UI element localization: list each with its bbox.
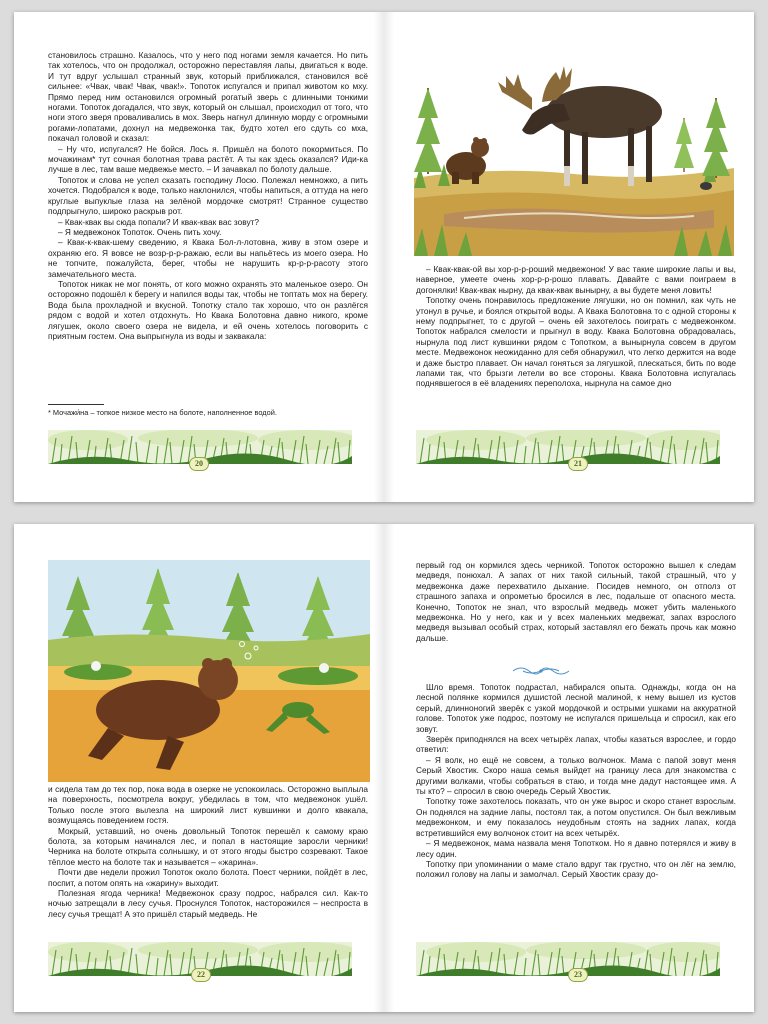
page-23-text-top <box>416 560 736 643</box>
paragraph: становилось страшно. Казалось, что у него под ногами земля качается. Но пить так хотелось, что он продолжал, осторожно переставляя лапы, двигаться к воде. И тут вдруг услышал странный звук, который приближался, становился всё сильнее: «Чвак, чвак! Чвак, чвак!». Топоток испугался и припал животом ко мху. Прямо перед ним остановился огромный рогатый зверь с длинными тонкими ногами. Топоток догадался, что звук, который он слышал, происходил от того, что ноги этого зверя проваливались в мох. Зверь нагнул длинную морду с огромными рогами-лопатами, дохнул на медвежонка так, будто хотел его сдуть со мха, покачал головой и сказал: <box>48 50 368 144</box>
paragraph: Топотку тоже захотелось показать, что он уже вырос и скоро станет взрослым. Он поднялся на задние лапы, постоял так, а потом опустился. Он был вежливым медвежонком, и ему показалось неудобным стоять на задних лапах, когда встретившийся ему волчонок стоит на всех четырёх. <box>416 796 736 838</box>
grass-border-illustration <box>416 430 720 464</box>
paragraph: Топотку очень понравилось предложение лягушки, но он помнил, как чуть не утонул в ручье, и боялся открытой воды. А Квака Болотовна то с одной стороны к нему подпрыгнет, то с другой – очень ей захотелось поиграть с медвежонком. Топоток набрался смелости и прыгнул в воду. Квака Болотовна обрадовалась, нырнула под лист кувшинки рядом с Топотком, а вынырнула совсем в другом месте. Медвежонок неожиданно для себя обнаружил, что легко держится на воде и даже быстро плавает. Он начал гоняться за лягушкой, плескаться, бить по воде лапами так, что брызги летели во все стороны. Квака Болотовна испугалась поднявшегося в её владениях переполоха, нырнула на самое дно <box>416 295 736 389</box>
page-23 <box>384 524 754 1012</box>
footnote: * Мочажи́на – топкое низкое место на болоте, наполненное водой. <box>48 408 277 417</box>
paragraph: – Квак-к-квак-шему сведению, я Квака Бол-л-лотовна, живу в этом озере и охраняю его. Я вовсе не возр-р-р-ражаю, если вы напьётесь из моего озера. Но не топчите, пожалуйста, берег, чтобы не нарушить кр-р-р-расоту этого замечательного места. <box>48 237 368 279</box>
page-22-text <box>48 784 368 919</box>
footnote-divider <box>48 404 104 405</box>
paragraph: Почти две недели прожил Топоток около болота. Поест черники, пойдёт в лес, поспит, а потом опять на «жарину» выходит. <box>48 867 368 888</box>
page-number: 22 <box>191 968 211 982</box>
page-20 <box>14 12 384 502</box>
paragraph: – Я медвежонок Топоток. Очень пить хочу. <box>58 226 222 237</box>
paragraph: Шло время. Топоток подрастал, набирался опыта. Однажды, когда он на лесной полянке кормился душистой лесной малиной, к нему вышел из кустов серый, длинноногий зверёк с узкой мордочкой и острыми ушками на аккуратной голове. Топоток уже подрос, поэтому не испугался пришельца и спросил, как его зовут. <box>416 682 736 734</box>
paragraph: – Я медвежонок, мама назвала меня Топотком. Но я давно потерялся и живу в лесу один. <box>416 838 736 859</box>
page-22 <box>14 524 384 1012</box>
paragraph: первый год он кормился здесь черникой. Топоток осторожно вышел к следам медведя, понюхал. А запах от них такой сильный, такой страшный, что у медвежонка даже перехватило дыхание. Посидев немного, он отполз от страшного запаха и опрометью бросился в лес, подальше от опасного места. Конечно, Топоток не знал, что взрослый медведь может убить маленького медвежонка. Но у него, как и у всех маленьких медвежат, запах взрослого медведя вызывал особый страх, который заставлял его бежать прочь как можно дальше. <box>416 560 736 643</box>
paragraph: и сидела там до тех пор, пока вода в озерке не успокоилась. Осторожно выплыла на поверхность, посмотрела вокруг, убедилась в том, что медвежонок ушёл. Только после этого вылезла на широкий лист кувшинки и долго квакала, возмущаясь поведением гостя. <box>48 784 368 826</box>
ornament-divider <box>511 664 571 676</box>
spread-pages-20-21 <box>14 12 754 502</box>
spread-pages-22-23 <box>14 524 754 1012</box>
paragraph: Топотку при упоминании о маме стало вдруг так грустно, что он лёг на землю, положил голову на лапы и замолчал. Серый Хвостик сразу до- <box>416 858 736 880</box>
page-number: 20 <box>189 457 209 471</box>
page-number: 23 <box>568 968 588 982</box>
page-21 <box>384 12 754 502</box>
page-20-text <box>48 50 368 341</box>
page-number: 21 <box>568 457 588 471</box>
paragraph: Мокрый, уставший, но очень довольный Топоток перешёл к самому краю болота, за которым начинался лес, и попал в настоящие заросли черники! Черника на болоте открыта солнышку, и от этого ягоды быстро созревают. Такое тёплое место на болоте так и называется – «жарина». <box>48 825 368 867</box>
paragraph: – Квак-квак вы сюда попали? И квак-квак вас зовут? <box>58 216 260 227</box>
moose-and-bear-cub-illustration <box>414 48 734 256</box>
page-21-text <box>416 264 736 389</box>
paragraph: Полезная ягода черника! Медвежонок сразу подрос, набрался сил. Как-то ночью затрещали в лесу сучья. Проснулся Топоток, насторожился – неспроста в лесу сучья трещат! А это пришёл старый медведь. Не <box>48 888 368 919</box>
paragraph: Топоток и слова не успел сказать господину Лосю. Полежал немножко, а пить хочется. Подобрался к воде, только наклонился, чтобы напиться, а оттуда на него круглые выпуклые глаза на зелёной мордочке смотрят! Странное существо подпрыгнуло, широко раскрыв рот. <box>48 174 368 217</box>
page-23-text-bottom <box>416 682 736 880</box>
paragraph: – Ну что, испугался? Не бойся. Лось я. Пришёл на болото покормиться. По мочажинам* тут сочная болотная трава растёт. А ты как здесь оказался? Иди-ка лучше в лес, там ваше медвежье место. – И зачавкал по болоту дальше. <box>48 143 368 175</box>
paragraph: – Квак-квак-ой вы хор-р-р-роший медвежонок! У вас такие широкие лапы и вы, наверное, умеете очень хор-р-р-рошо плавать. Давайте с вами поиграем в догонялки! Квак-квак нырну, да квак-квак вынырну, а вы будете меня ловить! <box>416 264 736 295</box>
paragraph: Топоток никак не мог понять, от кого можно охранять это маленькое озеро. Он осторожно подошёл к берегу и напился воды так, чтобы не топтать мох на берегу. Вода была прохладной и вкусной. Топотку стало так хорошо, что он разлёгся рядом с водой и хотел отдохнуть. Но Квака Болотовна давно никого, кроме лягушек, около своего озера не видела, и ей очень хотелось поговорить с приятным гостем. Она выпрыгнула из воды и заквакала: <box>48 278 368 341</box>
paragraph: – Я волк, но ещё не совсем, а только волчонок. Мама с папой зовут меня Серый Хвостик. Скоро наша семья выйдет на границу леса для знакомства с другими волками, чтобы собраться в стаю, и тогда мне дадут настоящее имя. А ты кто? – спросил в свою очередь Серый Хвостик. <box>416 754 736 797</box>
paragraph: Зверёк приподнялся на всех четырёх лапах, чтобы казаться взрослее, и гордо ответил: <box>416 734 736 755</box>
bear-cub-swimming-illustration <box>48 560 370 782</box>
